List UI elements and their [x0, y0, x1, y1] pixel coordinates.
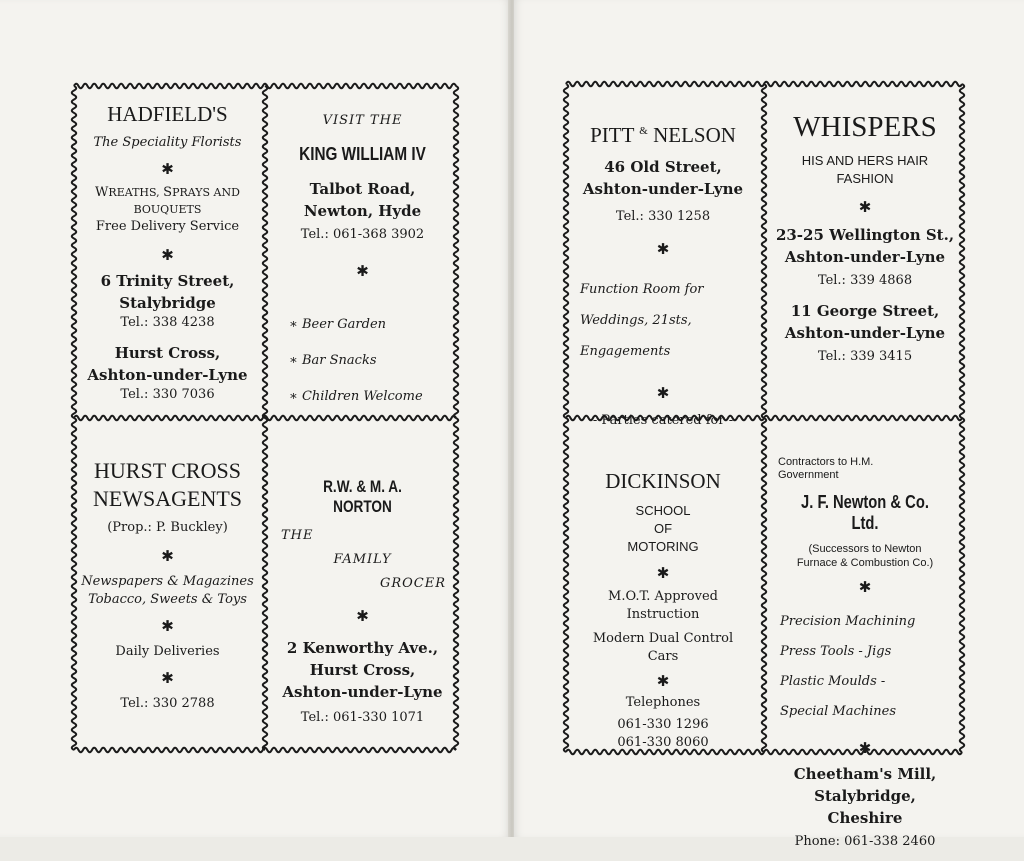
star-divider: ✱ [656, 240, 670, 258]
hc-line1: Newspapers & Magazines [81, 574, 254, 589]
kw-feature: ∗ Beer Garden [289, 317, 387, 332]
left-ad-grid [70, 82, 460, 754]
star-divider: ✱ [161, 547, 174, 565]
star-divider: ✱ [161, 669, 174, 687]
wh-addr2a: 11 George Street, [790, 302, 940, 320]
norton-the: THE [281, 528, 314, 543]
pn-parties: - Parties catered for - [592, 413, 734, 428]
hadfields-line2: BOUQUETS [133, 203, 202, 216]
norton-grocer: GROCER [379, 576, 446, 591]
star-divider: ✱ [356, 607, 369, 625]
jfn-name: J. F. Newton & Co. Ltd. [801, 492, 929, 533]
jfn-s4: Special Machines [780, 704, 897, 719]
kw-feature: ∗ Bar Snacks [289, 353, 377, 368]
norton-name: R.W. & M. A. NORTON [323, 477, 402, 516]
hadfields-line3: Free Delivery Service [95, 219, 240, 234]
star-divider: ✱ [356, 262, 369, 280]
star-divider: ✱ [656, 672, 670, 690]
star-divider: ✱ [858, 198, 872, 216]
kw-features [289, 300, 423, 421]
wh-tel1: Tel.: 339 4868 [817, 273, 913, 288]
dk-name: DICKINSON [605, 469, 721, 493]
hadfields-tel1: Tel.: 338 4238 [120, 315, 215, 330]
dk-tel2: 061-330 8060 [617, 735, 709, 750]
jfn-contr1: Contractors to H.M. [778, 456, 874, 468]
pn-name: PITT & NELSON [590, 123, 736, 147]
hadfields-addr2b: Ashton-under-Lyne [87, 366, 248, 384]
pn-addr1: 46 Old Street, [604, 158, 722, 176]
jfn-addr2: Stalybridge, [814, 787, 916, 805]
ad-king-william [265, 82, 460, 431]
hadfields-tel2: Tel.: 330 7036 [120, 387, 215, 402]
dk-m3: Modern Dual Control [592, 631, 734, 646]
pn-func1: Function Room for [580, 282, 704, 297]
norton-addr3: Ashton-under-Lyne [282, 683, 443, 701]
star-divider: ✱ [161, 246, 174, 264]
hadfields-addr1a: 6 Trinity Street, [100, 272, 235, 290]
hadfields-addr1b: Stalybridge [119, 294, 216, 312]
jfn-s3: Plastic Moulds - [780, 674, 886, 689]
wh-tag2: FASHION [836, 171, 894, 186]
dk-m4: Cars [647, 649, 679, 664]
hadfields-tagline: The Speciality Florists [93, 135, 242, 150]
hc-name1: HURST CROSS [94, 458, 241, 483]
hc-prop: (Prop.: P. Buckley) [107, 520, 228, 535]
wh-tag1: HIS AND HERS HAIR [801, 153, 929, 168]
dk-tellabel: Telephones [625, 695, 701, 710]
norton-family: FAMILY [333, 552, 392, 567]
right-ad-grid [562, 80, 966, 849]
jfn-addr3: Cheshire [827, 809, 903, 827]
ad-jf-newton [764, 440, 966, 861]
dk-m2: Instruction [626, 607, 700, 622]
star-divider: ✱ [161, 617, 174, 635]
wh-addr1a: 23-25 Wellington St., [775, 226, 955, 244]
norton-addr2: Hurst Cross, [309, 661, 416, 679]
pn-function [580, 268, 704, 374]
dk-l1: SCHOOL [635, 503, 691, 518]
star-divider: ✱ [656, 564, 670, 582]
jfn-succ2: Furnace & Combustion Co.) [796, 557, 934, 569]
hadfields-addr2a: Hurst Cross, [114, 344, 221, 362]
ad-norton [265, 431, 460, 754]
dk-tel1: 061-330 1296 [617, 717, 709, 732]
jfn-contr2: Government [778, 469, 839, 481]
pn-tel: Tel.: 330 1258 [615, 209, 711, 224]
pn-addr2: Ashton-under-Lyne [582, 180, 744, 198]
dk-l2: OF [653, 521, 673, 536]
jfn-succ1: (Successors to Newton [808, 543, 922, 555]
hadfields-line1: WREATHS, SPRAYS AND [95, 185, 240, 200]
wh-addr2b: Ashton-under-Lyne [784, 324, 946, 342]
kw-addr2: Newton, Hyde [303, 202, 422, 220]
hc-tel: Tel.: 330 2788 [120, 696, 215, 711]
ad-whispers [764, 80, 966, 440]
kw-visit: VISIT THE [322, 113, 403, 128]
jfn-s1: Precision Machining [780, 614, 916, 629]
ad-pitt-nelson [562, 80, 764, 440]
dk-m1: M.O.T. Approved [608, 589, 718, 604]
hadfields-name: HADFIELD'S [107, 102, 228, 126]
star-divider: ✱ [858, 739, 872, 757]
star-divider: ✱ [858, 578, 872, 596]
hc-line3: Daily Deliveries [115, 644, 220, 659]
hc-name2: NEWSAGENTS [92, 486, 243, 511]
pn-func2: Weddings, 21sts, [580, 313, 692, 328]
kw-tel: Tel.: 061-368 3902 [300, 227, 425, 242]
star-divider: ✱ [656, 384, 670, 402]
ad-dickinson [562, 440, 764, 861]
dk-l3: MOTORING [627, 539, 699, 554]
jfn-phone: Phone: 061-338 2460 [794, 834, 936, 849]
hc-line2: Tobacco, Sweets & Toys [88, 592, 247, 607]
kw-name: KING WILLIAM IV [299, 144, 426, 164]
ad-hurst-cross [70, 431, 265, 754]
jfn-s2: Press Tools - Jigs [780, 644, 892, 659]
wh-name: WHISPERS [793, 111, 937, 143]
ad-hadfields [70, 82, 265, 431]
wh-tel2: Tel.: 339 3415 [817, 349, 913, 364]
pn-func3: Engagements [580, 344, 671, 359]
star-divider: ✱ [161, 160, 174, 178]
kw-addr1: Talbot Road, [309, 180, 416, 198]
wh-addr1b: Ashton-under-Lyne [784, 248, 946, 266]
norton-tel: Tel.: 061-330 1071 [300, 710, 425, 725]
norton-addr1: 2 Kenworthy Ave., [286, 639, 439, 657]
kw-feature: ∗ Children Welcome [289, 389, 423, 404]
jfn-addr1: Cheetham's Mill, [793, 765, 937, 783]
jfn-services [780, 600, 915, 733]
